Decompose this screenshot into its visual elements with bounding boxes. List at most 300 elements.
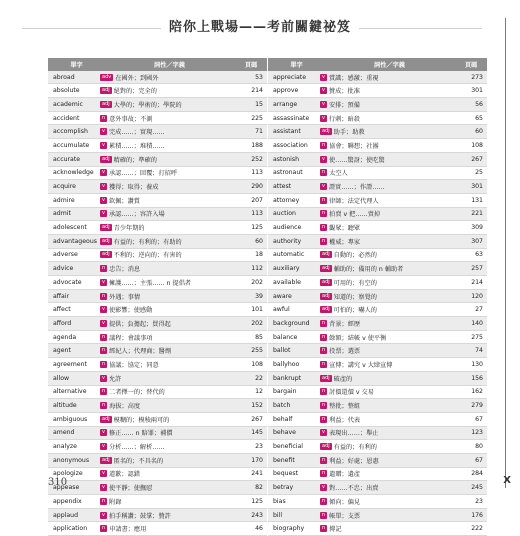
table-row xyxy=(48,167,267,181)
page-ref: 130 xyxy=(471,360,483,368)
definition xyxy=(100,374,239,383)
definition-text: 輔助的；備用的 n 輔助者 xyxy=(333,266,404,274)
page-edge-line xyxy=(505,18,506,488)
table-body xyxy=(48,71,267,536)
table-row xyxy=(268,98,487,112)
part-of-speech-tag: adj xyxy=(102,100,110,107)
definition xyxy=(320,442,459,451)
table-row xyxy=(268,522,487,536)
table-row xyxy=(48,468,267,482)
part-of-speech-tag: adj xyxy=(322,374,330,381)
page-ref: 63 xyxy=(475,251,483,259)
page-ref: 12 xyxy=(255,388,263,396)
definition-text: 知道的；察覺的 xyxy=(333,293,377,301)
definition-text: 表現出……；舉止 xyxy=(328,430,379,438)
definition xyxy=(320,223,459,232)
part-of-speech-tag: n xyxy=(322,360,326,367)
part-of-speech-tag: n xyxy=(322,525,326,532)
page-ref: 284 xyxy=(471,470,483,478)
word: applaud xyxy=(53,511,79,519)
page-ref: 113 xyxy=(251,169,263,177)
definition xyxy=(100,387,239,396)
word: assistant xyxy=(273,128,301,136)
definition-text: 意外事故；不測 xyxy=(109,115,153,123)
word: behave xyxy=(273,429,296,437)
definition xyxy=(100,497,239,506)
page-ref: 307 xyxy=(471,237,483,245)
page-ref: 275 xyxy=(471,333,483,341)
definition xyxy=(320,319,459,328)
definition-text: 絕對的；完全的 xyxy=(113,88,157,96)
table-row xyxy=(268,303,487,317)
part-of-speech-tag: n xyxy=(322,511,326,518)
table-row xyxy=(48,221,267,235)
definition-text: 宣傳；講究 v 大肆宣傳 xyxy=(329,361,393,369)
page-ref: 39 xyxy=(255,292,263,300)
page-ref: 23 xyxy=(475,497,483,505)
definition-text: 自動的；必然的 xyxy=(333,252,377,260)
word: bequest xyxy=(273,470,299,478)
part-of-speech-tag: n xyxy=(102,388,106,395)
definition xyxy=(320,250,459,259)
page-ref: 140 xyxy=(471,319,483,327)
table-row xyxy=(268,139,487,153)
part-of-speech-tag: n xyxy=(322,141,326,148)
definition xyxy=(320,73,459,82)
word: accurate xyxy=(53,155,81,163)
page-ref: 301 xyxy=(471,87,483,95)
table-row xyxy=(48,84,267,98)
definition xyxy=(100,100,239,109)
page-ref: 290 xyxy=(251,183,263,191)
part-of-speech-tag: adj xyxy=(102,415,110,422)
definition xyxy=(100,319,239,328)
word: automatic xyxy=(273,251,305,259)
part-of-speech-tag: n xyxy=(102,292,106,299)
definition-text: 權威；專家 xyxy=(329,238,361,246)
table-row xyxy=(48,153,267,167)
table-row xyxy=(268,427,487,441)
definition-text: 累積……；堆積…… xyxy=(108,142,165,150)
definition xyxy=(100,442,239,451)
word: ambiguous xyxy=(53,415,88,423)
definition xyxy=(320,456,459,465)
word: appendix xyxy=(53,497,82,505)
word: accomplish xyxy=(53,128,88,136)
word: bias xyxy=(273,497,286,505)
part-of-speech-tag: n xyxy=(102,114,106,121)
word: adverse xyxy=(53,251,78,259)
page-ref: 257 xyxy=(471,265,483,273)
part-of-speech-tag: n xyxy=(322,224,326,231)
word: bargain xyxy=(273,388,297,396)
word: advantageous xyxy=(53,237,97,245)
definition xyxy=(320,524,459,533)
word: acknowledge xyxy=(53,169,94,177)
definition xyxy=(100,209,239,218)
part-of-speech-tag: v xyxy=(322,484,325,491)
part-of-speech-tag: v xyxy=(102,183,105,190)
header-definition: 詞性／字義 xyxy=(154,61,185,69)
definition-text: 大學的；學術的；學院的 xyxy=(113,101,182,109)
table-row xyxy=(268,194,487,208)
page-ref: 131 xyxy=(471,196,483,204)
word: assassinate xyxy=(273,114,310,122)
table-row xyxy=(48,454,267,468)
table-row xyxy=(48,139,267,153)
word: agreement xyxy=(53,360,87,368)
word: absolute xyxy=(53,87,80,95)
word: balance xyxy=(273,333,298,341)
table-row xyxy=(48,399,267,413)
word: audience xyxy=(273,224,302,232)
definition-text: 行刺；暗殺 xyxy=(328,115,360,123)
word: auction xyxy=(273,210,296,218)
page-ref: 112 xyxy=(251,265,263,273)
definition-text: 使平靜；使撫慰 xyxy=(108,485,153,493)
definition-text: 申請書；應用 xyxy=(109,526,147,534)
part-of-speech-tag: n xyxy=(322,347,326,354)
part-of-speech-tag: n xyxy=(102,333,106,340)
page-ref: 46 xyxy=(255,525,263,533)
definition-text: 破產的 xyxy=(333,375,353,383)
definition-text: 傳記 xyxy=(329,526,342,534)
part-of-speech-tag: n xyxy=(322,402,326,409)
word: allow xyxy=(53,374,70,382)
table-row xyxy=(48,98,267,112)
page-ref: 309 xyxy=(471,224,483,232)
definition xyxy=(100,141,239,150)
page-ref: 241 xyxy=(251,470,263,478)
table-row xyxy=(48,262,267,276)
page-ref: 252 xyxy=(251,155,263,163)
chapter-mark: X xyxy=(503,475,511,486)
definition-text: 可怕的；嚇人的 xyxy=(333,307,377,315)
page-ref: 15 xyxy=(255,100,263,108)
definition-text: 投票；選票 xyxy=(329,348,361,356)
table-row xyxy=(268,399,487,413)
word: beneficial xyxy=(273,443,303,451)
table-row xyxy=(48,481,267,495)
table-row xyxy=(48,194,267,208)
part-of-speech-tag: n xyxy=(322,237,326,244)
page-ref: 65 xyxy=(475,114,483,122)
definition-text: 擁護……；主張…… n 提倡者 xyxy=(108,279,192,287)
word: accident xyxy=(53,114,80,122)
definition-text: 太空人 xyxy=(329,170,348,178)
table-row xyxy=(268,167,487,181)
page-ref: 214 xyxy=(471,278,483,286)
vocab-table-left xyxy=(48,58,267,536)
part-of-speech-tag: v xyxy=(102,128,105,135)
part-of-speech-tag: n xyxy=(322,497,326,504)
word: approve xyxy=(273,87,299,95)
definition xyxy=(320,401,459,410)
table-row xyxy=(48,208,267,222)
word: accumulate xyxy=(53,141,90,149)
definition-text: 獲得；取得；養成 xyxy=(108,184,159,192)
word: anonymous xyxy=(53,456,90,464)
definition-text: 贊成；批准 xyxy=(328,88,360,96)
table-row xyxy=(48,317,267,331)
part-of-speech-tag: v xyxy=(102,196,105,203)
definition-text: 證實……；作證…… xyxy=(328,184,385,192)
table-row xyxy=(268,509,487,523)
part-of-speech-tag: adj xyxy=(102,87,110,94)
page-ref: 145 xyxy=(251,429,263,437)
page-ref: 71 xyxy=(255,128,263,136)
table-row xyxy=(48,125,267,139)
page-ref: 60 xyxy=(255,237,263,245)
page-ref: 108 xyxy=(251,360,263,368)
part-of-speech-tag: v xyxy=(102,169,105,176)
word: bill xyxy=(273,511,283,519)
part-of-speech-tag: n xyxy=(102,497,106,504)
part-of-speech-tag: v xyxy=(102,278,105,285)
definition-text: 經紀人；代理商；醫劑 xyxy=(109,348,172,356)
part-of-speech-tag: adj xyxy=(102,251,110,258)
table-row xyxy=(268,221,487,235)
word: astonish xyxy=(273,155,300,163)
table-row xyxy=(268,413,487,427)
page-ref: 53 xyxy=(255,73,263,81)
definition-text: 整批；整組 xyxy=(329,403,361,411)
part-of-speech-tag: n xyxy=(322,196,326,203)
word: appease xyxy=(53,484,80,492)
table-row xyxy=(268,495,487,509)
definition xyxy=(320,196,459,205)
part-of-speech-tag: adj xyxy=(102,155,110,162)
part-of-speech-tag: n xyxy=(102,360,106,367)
part-of-speech-tag: n xyxy=(102,402,106,409)
definition xyxy=(320,428,459,437)
part-of-speech-tag: v xyxy=(102,511,105,518)
word: biography xyxy=(273,525,305,533)
definition-text: 利益；好處；恩惠 xyxy=(329,457,379,465)
definition-text: 利益；代表 xyxy=(329,416,361,424)
table-row xyxy=(268,276,487,290)
definition xyxy=(320,209,459,218)
table-row xyxy=(48,180,267,194)
definition-text: 助手；助教 xyxy=(333,129,365,137)
word: astronaut xyxy=(273,169,303,177)
definition xyxy=(100,264,239,273)
definition xyxy=(100,292,239,301)
definition-text: 有益的；有利的；有助的 xyxy=(113,238,182,246)
page-ref: 301 xyxy=(471,183,483,191)
word: advocate xyxy=(53,278,82,286)
part-of-speech-tag: v xyxy=(322,155,325,162)
definition-text: 討價還價 v 交易 xyxy=(329,389,374,397)
page-ref: 176 xyxy=(471,511,483,519)
definition xyxy=(100,360,239,369)
definition-text: 二者擇一的；替代的 xyxy=(109,389,165,397)
page-ref: 188 xyxy=(251,141,263,149)
definition xyxy=(320,114,459,123)
table-row xyxy=(268,180,487,194)
definition xyxy=(100,456,239,465)
word: abroad xyxy=(53,73,75,81)
page-ref: 113 xyxy=(251,210,263,218)
part-of-speech-tag: v xyxy=(102,319,105,326)
word: background xyxy=(273,319,310,327)
definition-text: 外遇；事情 xyxy=(109,293,141,301)
part-of-speech-tag: adv xyxy=(102,73,112,80)
table-row xyxy=(48,276,267,290)
definition-text: 模糊的；模稜兩可的 xyxy=(113,416,170,424)
part-of-speech-tag: v xyxy=(102,306,105,313)
word: attest xyxy=(273,183,292,191)
definition-text: 餘額；結帳 v 使平衡 xyxy=(329,334,387,342)
definition-text: 傾向；偏見 xyxy=(329,498,361,506)
word: academic xyxy=(53,100,83,108)
definition-text: 可用的；有空的 xyxy=(333,279,377,287)
table-row xyxy=(268,440,487,454)
part-of-speech-tag: adj xyxy=(322,128,330,135)
table-row xyxy=(48,522,267,536)
table-row xyxy=(48,249,267,263)
part-of-speech-tag: adj xyxy=(322,292,330,299)
definition-text: 修正…… n 賠罪；補償 xyxy=(108,430,173,438)
word: bankrupt xyxy=(273,374,302,382)
part-of-speech-tag: n xyxy=(322,470,326,477)
page-ref: 80 xyxy=(475,443,483,451)
table-row xyxy=(48,509,267,523)
page-ref: 85 xyxy=(255,333,263,341)
definition-text: 賞識；感激；重視 xyxy=(328,74,379,82)
definition-text: 拍賣 v 把……賣掉 xyxy=(329,211,381,219)
page-ref: 202 xyxy=(251,319,263,327)
word: batch xyxy=(273,402,291,410)
definition xyxy=(100,511,239,520)
definition xyxy=(320,333,459,342)
header-word: 單字 xyxy=(290,61,303,69)
definition-text: 帳單；支票 xyxy=(329,512,361,520)
definition-text: 遺贈；遺產 xyxy=(329,471,361,479)
page-ref: 170 xyxy=(251,456,263,464)
table-row xyxy=(268,112,487,126)
page-ref: 273 xyxy=(471,73,483,81)
part-of-speech-tag: n xyxy=(102,265,106,272)
definition xyxy=(320,497,459,506)
definition xyxy=(100,114,239,123)
part-of-speech-tag: adj xyxy=(322,443,330,450)
definition xyxy=(100,168,239,177)
definition xyxy=(100,305,239,314)
page-ref: 221 xyxy=(471,210,483,218)
page-ref: 67 xyxy=(475,456,483,464)
definition-text: 欽佩；讚賞 xyxy=(108,197,140,205)
word: available xyxy=(273,278,301,286)
definition-text: 拍手稱讚；鼓掌；贊許 xyxy=(108,512,171,520)
definition-text: 附錄 xyxy=(109,498,122,506)
table-row xyxy=(268,208,487,222)
table-row xyxy=(48,344,267,358)
word: analyze xyxy=(53,443,77,451)
header-word: 單字 xyxy=(70,61,83,69)
page-ref: 82 xyxy=(255,484,263,492)
definition xyxy=(320,168,459,177)
page-ref: 101 xyxy=(251,306,263,314)
word: acquire xyxy=(53,183,76,191)
part-of-speech-tag: adj xyxy=(322,251,330,258)
page-ref: 245 xyxy=(471,484,483,492)
definition xyxy=(100,401,239,410)
definition xyxy=(100,415,239,424)
definition-text: 安排；預備 xyxy=(328,101,360,109)
definition xyxy=(100,73,239,82)
definition xyxy=(320,415,459,424)
definition-text: 對……不忠；出賣 xyxy=(328,485,379,493)
definition xyxy=(320,511,459,520)
table-row xyxy=(268,125,487,139)
part-of-speech-tag: v xyxy=(102,443,105,450)
definition xyxy=(100,250,239,259)
definition xyxy=(100,333,239,342)
definition-text: 觀眾；聽眾 xyxy=(329,225,361,233)
table-row xyxy=(48,386,267,400)
definition xyxy=(320,155,459,164)
definition-text: 忠告；消息 xyxy=(109,266,141,274)
page-ref: 225 xyxy=(251,114,263,122)
word: apologize xyxy=(53,470,83,478)
page-ref: 207 xyxy=(251,196,263,204)
table-row xyxy=(268,84,487,98)
page-ref: 152 xyxy=(251,402,263,410)
table-row xyxy=(268,481,487,495)
definition xyxy=(320,469,459,478)
definition-text: 青少年期的 xyxy=(113,225,145,233)
definition-text: 協會；聯想；社團 xyxy=(329,142,379,150)
page-ref: 108 xyxy=(471,141,483,149)
page-ref: 60 xyxy=(475,128,483,136)
word: auxiliary xyxy=(273,265,300,273)
word: altitude xyxy=(53,402,77,410)
word: adolescent xyxy=(53,224,87,232)
definition-text: 背景；經歷 xyxy=(329,320,361,328)
page-ref: 214 xyxy=(251,87,263,95)
table-row xyxy=(268,71,487,85)
part-of-speech-tag: v xyxy=(102,210,105,217)
part-of-speech-tag: v xyxy=(322,429,325,436)
table-row xyxy=(268,249,487,263)
table-row xyxy=(48,358,267,372)
page-ref: 255 xyxy=(251,347,263,355)
definition xyxy=(100,182,239,191)
part-of-speech-tag: adj xyxy=(102,224,110,231)
page-ref: 267 xyxy=(251,415,263,423)
definition-text: 匿名的；不具名的 xyxy=(113,457,164,465)
page-ref: 156 xyxy=(471,374,483,382)
word: authority xyxy=(273,237,302,245)
table-row xyxy=(48,71,267,85)
definition xyxy=(320,305,459,314)
definition xyxy=(100,346,239,355)
page-ref: 27 xyxy=(475,306,483,314)
table-row xyxy=(268,344,487,358)
part-of-speech-tag: adj xyxy=(322,265,330,272)
part-of-speech-tag: v xyxy=(322,73,325,80)
table-row xyxy=(48,440,267,454)
table-row xyxy=(268,386,487,400)
table-header xyxy=(48,58,267,71)
part-of-speech-tag: v xyxy=(102,429,105,436)
word: arrange xyxy=(273,100,298,108)
part-of-speech-tag: n xyxy=(322,319,326,326)
definition xyxy=(320,483,459,492)
table-row xyxy=(48,235,267,249)
table-row xyxy=(48,495,267,509)
